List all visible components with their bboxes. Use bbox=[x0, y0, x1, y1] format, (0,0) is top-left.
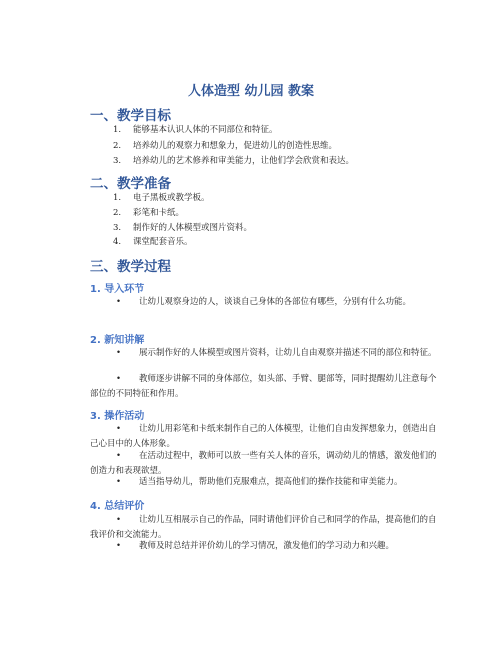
bullet-icon: • bbox=[116, 348, 122, 358]
bullet-text: 展示制作好的人体模型或图片资料，让幼儿自由观察并描述不同的部位和特征。 bbox=[139, 348, 437, 358]
subsection-heading-intro: 1. 导入环节 bbox=[90, 284, 145, 295]
bullet-text: 教师及时总结并评价幼儿的学习情况，激发他们的学习动力和兴趣。 bbox=[139, 541, 395, 551]
bullet-text: 让幼儿用彩笔和卡纸来制作自己的人体模型，让他们自由发挥想象力，创造出自己心目中的人体形象。 bbox=[90, 424, 437, 449]
bullet-text: 让幼儿互相展示自己的作品，同时请他们评价自己和同学的作品，提高他们的自我评价和交流能力。 bbox=[90, 515, 437, 540]
bullet-icon: • bbox=[116, 541, 122, 551]
bullet-text: 教师逐步讲解不同的身体部位，如头部、手臂、腿部等，同时提醒幼儿注意每个部位的不同特征和作用。 bbox=[90, 374, 437, 399]
list-number: 1. bbox=[113, 125, 122, 135]
list-number: 3. bbox=[113, 156, 122, 166]
bullet-text: 在活动过程中，教师可以放一些有关人体的音乐，调动幼儿的情感，激发他们的创造力和表现欲望。 bbox=[90, 451, 437, 476]
bullet-icon: • bbox=[116, 374, 122, 384]
bullet-item bbox=[90, 539, 440, 554]
list-number: 4. bbox=[113, 237, 122, 247]
bullet-icon: • bbox=[116, 451, 122, 461]
list-text: 彩笔和卡纸。 bbox=[133, 208, 185, 218]
list-text: 培养幼儿的艺术修养和审美能力，让他们学会欣赏和表达。 bbox=[133, 156, 355, 166]
bullet-item bbox=[90, 422, 440, 452]
section-heading-preparation: 二、教学准备 bbox=[90, 176, 171, 192]
list-text: 电子黑板或教学板。 bbox=[133, 193, 210, 203]
bullet-text: 适当指导幼儿，帮助他们克服难点，提高他们的操作技能和审美能力。 bbox=[139, 477, 403, 487]
bullet-text: 让幼儿观察身边的人，谈谈自己身体的各部位有哪些，分别有什么功能。 bbox=[139, 297, 412, 307]
list-number: 2. bbox=[113, 208, 122, 218]
bullet-icon: • bbox=[116, 424, 122, 434]
list-number: 1. bbox=[113, 193, 122, 203]
bullet-item bbox=[90, 295, 440, 310]
bullet-icon: • bbox=[116, 297, 122, 307]
page-title: 人体造型 幼儿园 教案 bbox=[187, 84, 315, 99]
bullet-item bbox=[90, 346, 440, 361]
list-text: 培养幼儿的观察力和想象力，促进幼儿的创造性思维。 bbox=[133, 141, 338, 151]
bullet-item bbox=[90, 372, 440, 402]
subsection-heading-summary: 4. 总结评价 bbox=[90, 501, 145, 512]
list-text: 课堂配套音乐。 bbox=[133, 237, 193, 247]
list-text: 能够基本认识人体的不同部位和特征。 bbox=[133, 125, 278, 135]
list-text: 制作好的人体模型或图片资料。 bbox=[133, 223, 253, 233]
bullet-item bbox=[90, 475, 440, 490]
bullet-icon: • bbox=[116, 477, 122, 487]
bullet-icon: • bbox=[116, 515, 122, 525]
list-number: 2. bbox=[113, 141, 122, 151]
section-heading-objectives: 一、教学目标 bbox=[90, 108, 171, 124]
list-number: 3. bbox=[113, 223, 122, 233]
subsection-heading-new-knowledge: 2. 新知讲解 bbox=[90, 335, 145, 346]
section-heading-process: 三、教学过程 bbox=[90, 259, 171, 275]
subsection-heading-activity: 3. 操作活动 bbox=[90, 411, 145, 422]
